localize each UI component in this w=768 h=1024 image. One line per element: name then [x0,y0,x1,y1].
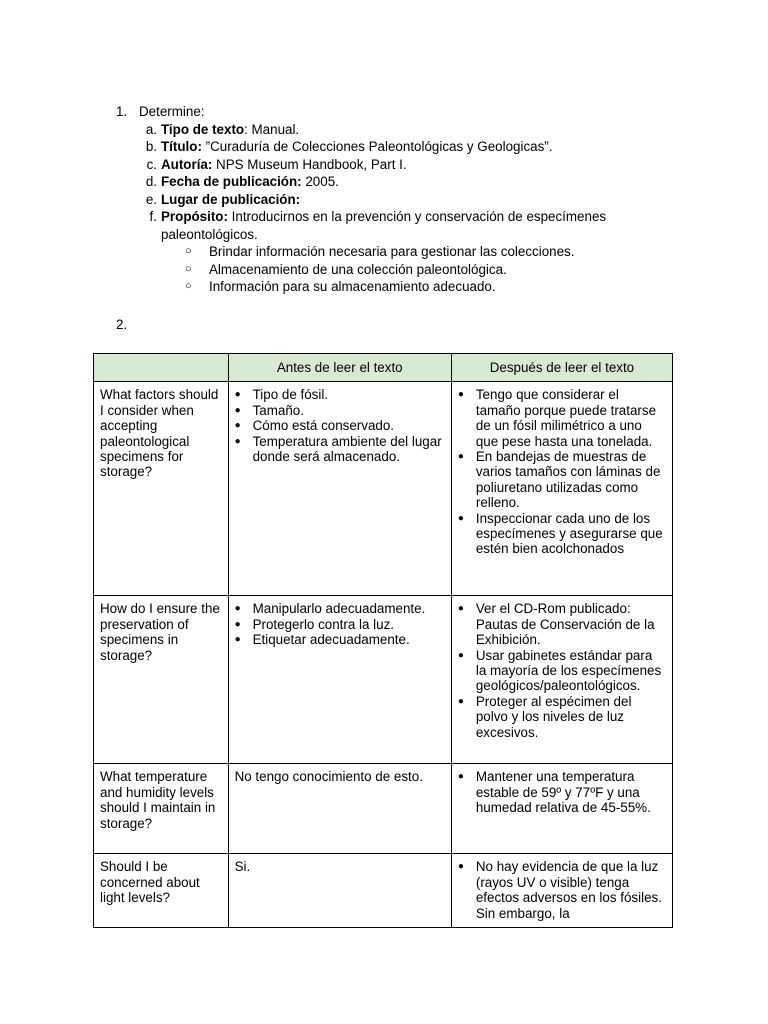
after-cell [451,764,672,854]
purpose-bullets [185,243,676,296]
list-item [185,278,676,296]
item-letter: a. [145,121,157,137]
comparison-table [93,353,673,928]
after-cell [451,382,672,596]
item-d [145,173,676,191]
table-row [94,854,673,928]
item-value: Introducirnos en la prevención y conservación de especímenes paleontológicos. [161,209,607,242]
list-item: ● Protegerlo contra la luz. [235,617,445,632]
item-label: Autoría: [161,156,213,172]
header-cell-empty [94,354,229,382]
list-item: ● Etiquetar adecuadamente. [235,632,445,647]
question-cell: What temperature and humidity levels should I maintain in storage? [94,764,229,854]
after-cell [451,854,672,928]
item-label: Tipo de texto [161,121,245,137]
table-row [94,382,673,596]
item-label: Propósito: [161,209,228,224]
list-item: ● Temperatura ambiente del lugar donde será almacenado. [235,434,445,465]
item-label: Título: [161,139,202,154]
list-item: ● No hay evidencia de que la luz (rayos UV o visible) tenga efectos adversos en los fósiles. Sin embargo, la [458,859,666,921]
list-item: ● Proteger al espécimen del polvo y los niveles de luz excesivos. [458,694,666,740]
item-f [149,208,676,243]
list-item: ● Cómo está conservado. [235,418,445,433]
item-letter: c. [146,156,157,172]
before-cell: Si. [228,854,451,928]
bullet-text: Brindar información necesaria para gestionar las colecciones. [209,244,575,259]
question-2-number: 2. [116,317,128,332]
item-a [145,121,676,139]
list-item: ● Mantener una temperatura estable de 59º y 77ºF y una humedad relativa de 45-55%. [458,769,666,815]
after-cell [451,596,672,764]
question-1 [116,103,676,296]
before-cell [228,596,451,764]
before-cell: No tengo conocimiento de esto. [228,764,451,854]
item-label: Fecha de publicación: [161,174,302,189]
question-1-number: 1. [116,104,128,119]
question-2 [116,316,139,334]
circle-bullet-icon: ○ [185,262,192,275]
list-item: ● Inspeccionar cada uno de los especímenes y asegurarse que estén bien acolchonados [458,511,666,557]
item-label: Lugar de publicación: [161,191,301,207]
item-letter: f. [149,209,157,224]
item-c [146,156,676,174]
item-letter: d. [145,174,157,189]
before-cell [228,382,451,596]
question-cell: Should I be concerned about light levels? [94,854,229,928]
circle-bullet-icon: ○ [185,245,192,257]
table-row [94,596,673,764]
header-cell-before: Antes de leer el texto [228,354,451,382]
list-item: ● Tengo que considerar el tamaño porque puede tratarse de un fósil milimétrico a uno que pese hasta una tonelada. [458,387,666,449]
header-cell-after: Después de leer el texto [451,354,672,382]
list-item [185,261,676,279]
list-item: ● Tipo de fósil. [235,387,445,402]
item-letter: e. [145,191,157,207]
question-cell: How do I ensure the preservation of specimens in storage? [94,596,229,764]
question-cell: What factors should I consider when accepting paleontological specimens for storage? [94,382,229,596]
bullet-text: Información para su almacenamiento adecuado. [209,279,496,294]
table-header-row [94,354,673,382]
list-item [185,243,676,261]
circle-bullet-icon: ○ [185,280,192,292]
question-1-title: Determine: [139,104,205,119]
list-item: ● Tamaño. [235,403,445,418]
item-value: ”Curaduría de Colecciones Paleontológicas y Geologicas”. [201,139,553,154]
question-1-heading [116,103,676,121]
bullet-text: Almacenamiento de una colección paleontológica. [209,261,507,277]
item-value: NPS Museum Handbook, Part I. [212,156,407,172]
list-item: ● Usar gabinetes estándar para la mayoría de los especímenes geológicos/paleontológicos. [458,648,666,694]
item-value: : Manual. [244,121,300,137]
list-item: ● En bandejas de muestras de varios tamaños con láminas de poliuretano utilizadas como relleno. [458,449,666,511]
list-item: ● Ver el CD-Rom publicado: Pautas de Conservación de la Exhibición. [458,601,666,647]
list-item: ● Manipularlo adecuadamente. [235,601,445,616]
item-letter: b. [145,139,157,154]
table-row [94,764,673,854]
item-value: 2005. [301,174,339,189]
item-e [145,191,676,209]
item-b [145,138,676,156]
